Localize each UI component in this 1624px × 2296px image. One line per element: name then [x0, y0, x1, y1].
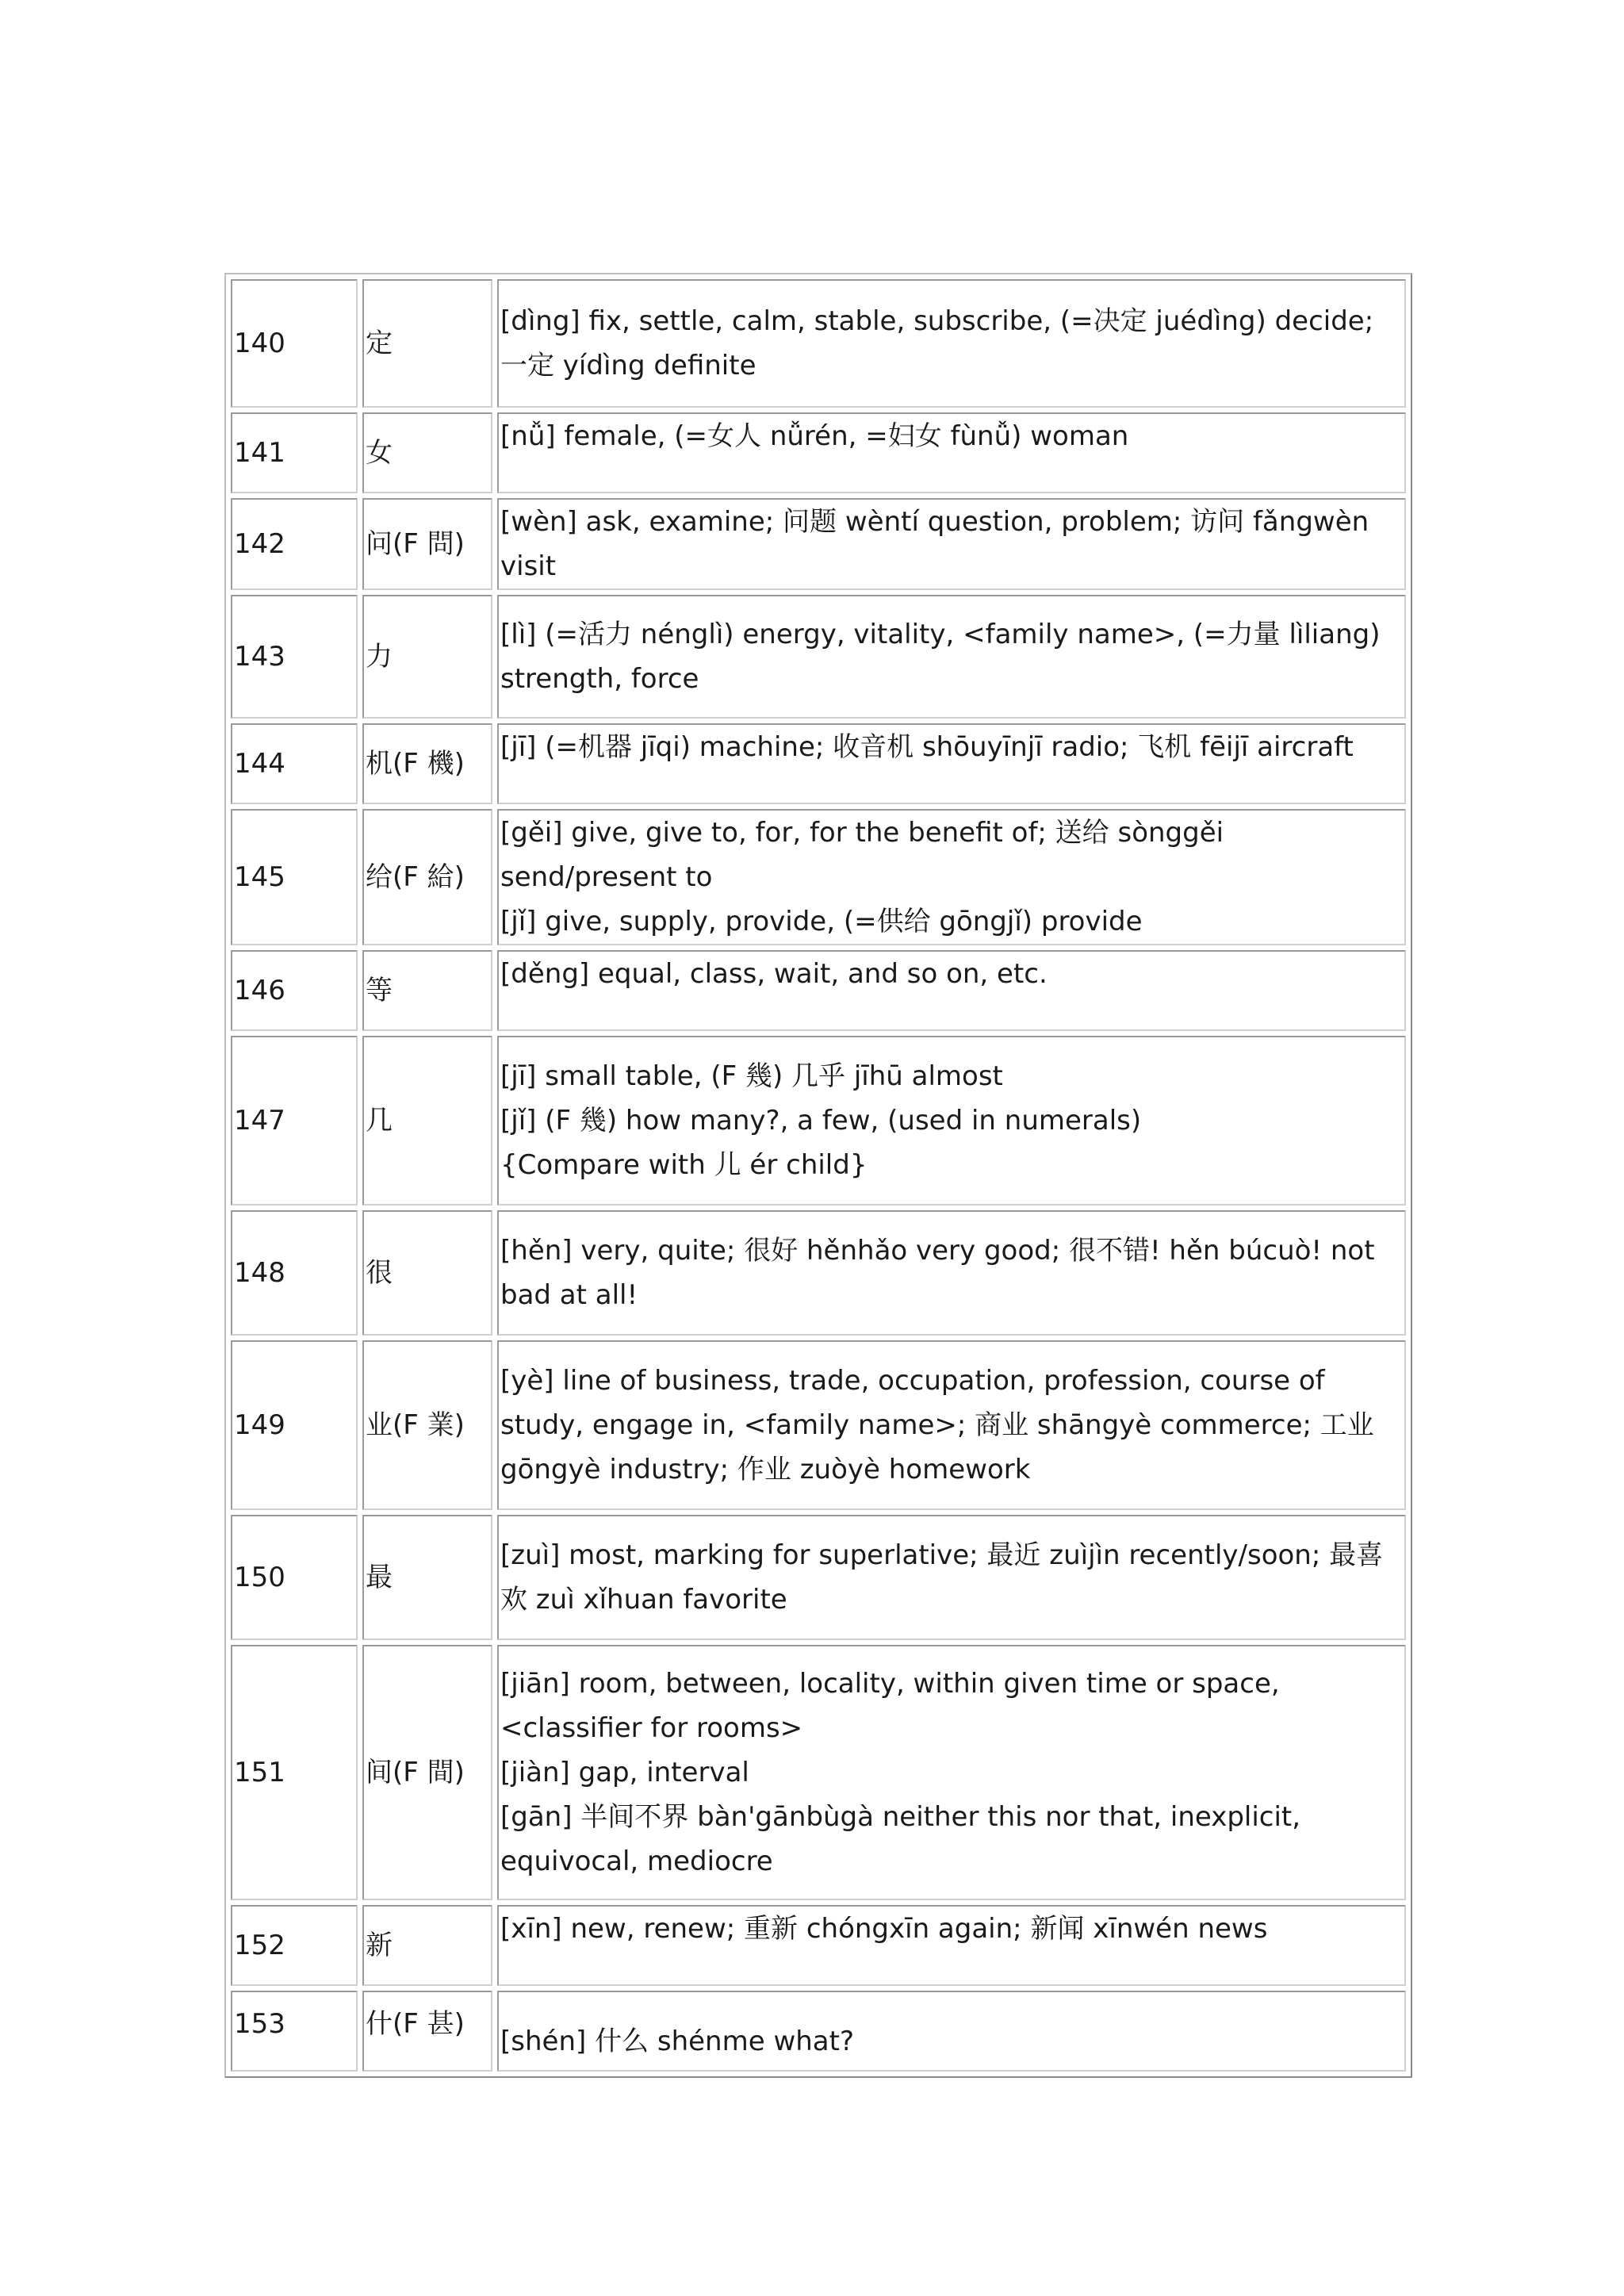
- definition-cell: [497, 1340, 1406, 1510]
- definition-cell: [497, 1515, 1406, 1640]
- definition-cell: [497, 950, 1406, 1031]
- row-number: 150: [231, 1515, 358, 1640]
- table-row: [231, 498, 1406, 590]
- character-cell: 新: [362, 1905, 492, 1986]
- row-number: 142: [231, 498, 358, 590]
- table-row: [231, 1340, 1406, 1510]
- character-cell: 机(F 機): [362, 723, 492, 804]
- table-row: [231, 1991, 1406, 2072]
- definition-line: [wèn] ask, examine; 问题 wèntí question, problem; 访问 fǎngwèn visit: [500, 506, 1369, 582]
- row-number: 141: [231, 412, 358, 493]
- definition-line: [shén] 什么 shénme what?: [500, 2026, 855, 2057]
- definition-line: [hěn] very, quite; 很好 hěnhǎo very good; 很不错! hěn búcuò! not bad at all!: [500, 1235, 1375, 1311]
- definition-line: [nǚ] female, (=女人 nǚrén, =妇女 fùnǚ) woman: [500, 420, 1129, 452]
- row-number: 140: [231, 279, 358, 408]
- table-row: [231, 1645, 1406, 1900]
- table-row: [231, 1905, 1406, 1986]
- definition-cell: [497, 595, 1406, 719]
- character-cell: 最: [362, 1515, 492, 1640]
- row-number: 147: [231, 1036, 358, 1205]
- table-row: [231, 279, 1406, 408]
- character-cell: 问(F 問): [362, 498, 492, 590]
- table-row: [231, 1210, 1406, 1336]
- row-number: 144: [231, 723, 358, 804]
- table-row: [231, 1036, 1406, 1205]
- row-number: 149: [231, 1340, 358, 1510]
- definition-cell: [497, 1991, 1406, 2072]
- character-cell: 定: [362, 279, 492, 408]
- vocabulary-table-body: [231, 279, 1406, 2072]
- definition-cell: [497, 723, 1406, 804]
- definition-line: [lì] (=活力 nénglì) energy, vitality, <family name>, (=力量 lìliang) strength, force: [500, 619, 1381, 695]
- definition-line: [jǐ] (F 幾) how many?, a few, (used in numerals): [500, 1105, 1142, 1137]
- character-cell: 力: [362, 595, 492, 719]
- definition-line: [gěi] give, give to, for, for the benefit of; 送给 sònggěi send/present to: [500, 817, 1224, 893]
- definition-cell: [497, 1645, 1406, 1900]
- definition-cell: [497, 1036, 1406, 1205]
- table-row: [231, 1515, 1406, 1640]
- definition-cell: [497, 1905, 1406, 1986]
- character-cell: 等: [362, 950, 492, 1031]
- row-number: 145: [231, 809, 358, 945]
- character-cell: 女: [362, 412, 492, 493]
- definition-line: [jiān] room, between, locality, within given time or space, <classifier for rooms>: [500, 1668, 1280, 1744]
- character-cell: 很: [362, 1210, 492, 1336]
- row-number: 151: [231, 1645, 358, 1900]
- definition-line: [jī] small table, (F 幾) 几乎 jīhū almost: [500, 1060, 1003, 1092]
- row-number: 152: [231, 1905, 358, 1986]
- definition-line: {Compare with 儿 ér child}: [500, 1149, 868, 1181]
- definition-line: [dìng] fix, settle, calm, stable, subscribe, (=决定 juédìng) decide; 一定 yídìng definite: [500, 305, 1374, 381]
- definition-line: [jiàn] gap, interval: [500, 1757, 749, 1788]
- row-number: 153: [231, 1991, 358, 2072]
- definition-line: [děng] equal, class, wait, and so on, etc.: [500, 958, 1048, 990]
- definition-line: [gān] 半间不界 bàn'gānbùgà neither this nor that, inexplicit, equivocal, mediocre: [500, 1801, 1301, 1877]
- definition-cell: [497, 1210, 1406, 1336]
- definition-cell: [497, 412, 1406, 493]
- definition-cell: [497, 279, 1406, 408]
- row-number: 148: [231, 1210, 358, 1336]
- definition-line: [jǐ] give, supply, provide, (=供给 gōngjǐ) provide: [500, 906, 1143, 937]
- row-number: 143: [231, 595, 358, 719]
- definition-line: [zuì] most, marking for superlative; 最近 zuìjìn recently/soon; 最喜欢 zuì xǐhuan favorite: [500, 1539, 1384, 1616]
- table-row: [231, 723, 1406, 804]
- definition-line: [yè] line of business, trade, occupation, profession, course of study, engage in, <family name>; 商业 shāngyè commerce; 工业 gōngyè industry; 作业 zuòyè homework: [500, 1365, 1374, 1485]
- table-row: [231, 595, 1406, 719]
- character-cell: 什(F 甚): [362, 1991, 492, 2072]
- row-number: 146: [231, 950, 358, 1031]
- table-row: [231, 809, 1406, 945]
- character-cell: 业(F 業): [362, 1340, 492, 1510]
- definition-line: [jī] (=机器 jīqi) machine; 收音机 shōuyīnjī radio; 飞机 fēijī aircraft: [500, 731, 1354, 763]
- definition-line: [xīn] new, renew; 重新 chóngxīn again; 新闻 xīnwén news: [500, 1913, 1268, 1945]
- definition-cell: [497, 498, 1406, 590]
- table-row: [231, 950, 1406, 1031]
- vocabulary-table: [224, 273, 1412, 2078]
- table-row: [231, 412, 1406, 493]
- definition-cell: [497, 809, 1406, 945]
- character-cell: 给(F 給): [362, 809, 492, 945]
- character-cell: 几: [362, 1036, 492, 1205]
- character-cell: 间(F 間): [362, 1645, 492, 1900]
